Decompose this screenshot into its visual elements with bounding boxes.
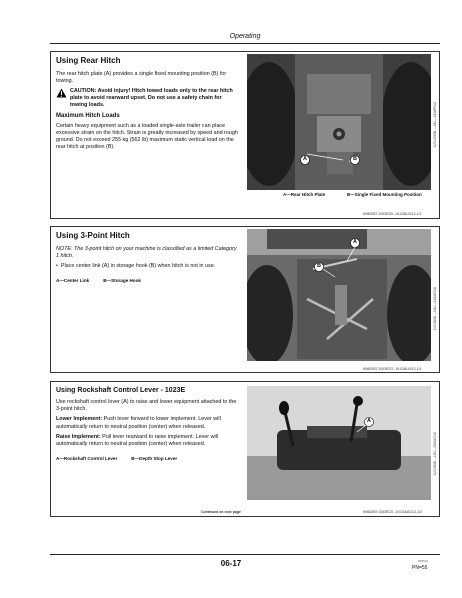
caption-rear-hitch-plate: A—Rear Hitch Plate [283, 192, 326, 197]
callout-storage-hook: B [317, 263, 321, 269]
rear-hitch-text [56, 56, 239, 155]
rear-hitch-section [50, 51, 440, 219]
three-point-text [56, 231, 239, 284]
three-point-title: Using 3-Point Hitch [56, 231, 130, 240]
max-hitch-loads-text: Certain heavy equipment such as a loaded single-axle trailer can place excessive strain on the hitch. Strain is greatly increased by speed and rough ground. Do not exceed 255 kg (562 lb) maximum static vertical load on the rear hitch at position (B). [56, 123, 238, 151]
rockshaft-image-id: LV13838 —UN—29AUG12 [433, 432, 437, 476]
callout-b: B [353, 156, 357, 162]
legend-rockshaft-lever: A—Rockshaft Control Lever [56, 455, 118, 461]
caution-text: CAUTION: Avoid injury! Hitch towed loads only to the rear hitch plate to avoid rearward upset. Do not use a safety chain for towing loads. [70, 87, 233, 109]
raise-implement-label: Raise Implement: [56, 433, 101, 440]
running-header [50, 33, 440, 44]
rear-hitch-ref: KB60287,1003ED9 -19-03AUG12-1/1 [363, 212, 422, 216]
bullet-icon: • [56, 262, 58, 269]
continued-label: Continued on next page [201, 510, 241, 514]
rockshaft-text [56, 386, 239, 462]
lower-implement-desc: Push lever forward to lower implement. Lever will automatically return to neutral position (center) when released. [56, 416, 221, 430]
rear-hitch-photo [247, 54, 431, 190]
caution-block [56, 88, 239, 109]
rear-hitch-title: Using Rear Hitch [56, 56, 121, 65]
three-point-photo [247, 229, 431, 361]
legend-center-link: A—Center Link [56, 277, 90, 283]
three-point-image-id: LV13838 —UN—31AUG10 [433, 287, 437, 331]
footer-rule [50, 554, 440, 555]
lower-implement-text [56, 416, 239, 430]
rear-hitch-image-id: LV14390B —UN—21APR12 [433, 102, 437, 148]
callout-center-link: A [353, 239, 357, 245]
three-point-note: NOTE: The 3-point hitch on your machine is classified as a limited Category 1 hitch. [56, 245, 237, 259]
pn-number: PN=55 [412, 565, 428, 571]
page-number: 06-17 [220, 559, 242, 568]
rockshaft-section [50, 381, 440, 517]
three-point-legend [56, 278, 239, 284]
max-hitch-loads-title: Maximum Hitch Loads [56, 113, 120, 120]
raise-implement-text [56, 434, 239, 448]
header-title: Operating [229, 33, 261, 40]
footer-small-code: 060512 [418, 559, 429, 563]
lower-implement-label: Lower Implement: [56, 416, 103, 423]
three-point-bullet [56, 263, 239, 270]
three-point-hitch-section [50, 226, 440, 373]
legend-depth-stop: B—Depth Stop Lever [131, 455, 178, 461]
raise-implement-desc: Pull lever rearward to raise implement. Lever will automatically return to neutral position (center) when released. [56, 433, 219, 447]
warning-triangle-icon [56, 88, 67, 98]
rear-hitch-intro: The rear hitch plate (A) provides a single fixed mounting position (B) for towing. [56, 70, 227, 84]
legend-storage-hook: B—Storage Hook [103, 277, 141, 283]
bullet-text: Place center link (A) in storage hook (B) when hitch is not in use. [60, 262, 216, 269]
callout-a: A [303, 156, 307, 162]
rockshaft-intro: Use rockshaft control lever (A) to raise and lower equipment attached to the 3-point hitch. [56, 399, 237, 413]
rockshaft-legend [56, 456, 239, 462]
three-point-ref: KB60287,1003ED3 -19-03AUG12-1/1 [363, 367, 422, 371]
rockshaft-ref: KB60287,1003ECS -19-03AUG12-1/2 [363, 510, 422, 514]
callout-rockshaft-lever: A [367, 418, 371, 424]
caption-fixed-mounting: B—Single Fixed Mounting Position [347, 192, 422, 197]
rockshaft-photo [247, 386, 431, 500]
rockshaft-title: Using Rockshaft Control Lever - 1023E [56, 387, 186, 394]
